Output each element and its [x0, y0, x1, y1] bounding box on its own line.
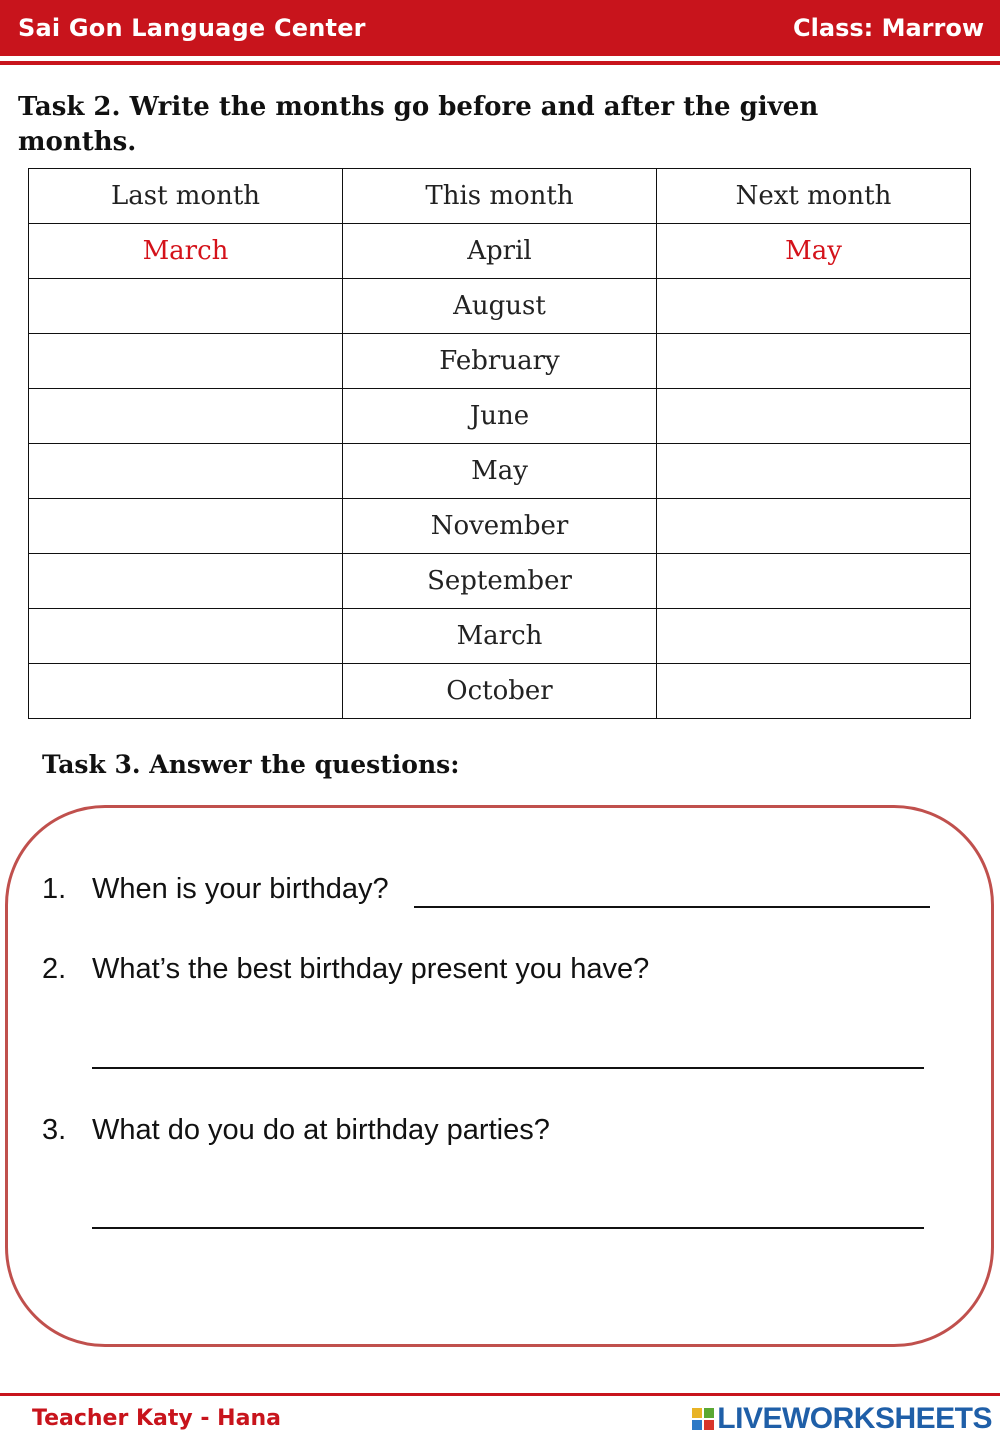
last-month-answer-cell[interactable] — [29, 664, 343, 719]
last-month-answer-cell[interactable] — [29, 334, 343, 389]
table-row — [29, 334, 971, 389]
column-header-next-month: Next month — [657, 169, 971, 224]
class-name: Class: Marrow — [793, 14, 984, 42]
question-text: What do you do at birthday parties? — [92, 1114, 550, 1146]
next-month-answer-cell[interactable] — [657, 444, 971, 499]
column-header-last-month: Last month — [29, 169, 343, 224]
table-row — [29, 554, 971, 609]
next-month-answer-cell[interactable] — [657, 279, 971, 334]
table-row — [29, 389, 971, 444]
question-number: 2. — [42, 953, 67, 985]
column-header-this-month: This month — [343, 169, 657, 224]
example-last-month: March — [29, 224, 343, 279]
logo-text: LIVEWORKSHEETS — [717, 1402, 992, 1435]
header-bar — [0, 0, 1000, 56]
last-month-answer-cell[interactable] — [29, 279, 343, 334]
liveworksheets-logo — [692, 1402, 992, 1436]
next-month-answer-cell[interactable] — [657, 499, 971, 554]
table-row — [29, 444, 971, 499]
logo-blocks-icon — [692, 1408, 714, 1430]
table-row — [29, 664, 971, 719]
given-month-cell: February — [343, 334, 657, 389]
example-this-month: April — [343, 224, 657, 279]
last-month-answer-cell[interactable] — [29, 389, 343, 444]
next-month-answer-cell[interactable] — [657, 609, 971, 664]
answer-line-1[interactable] — [414, 906, 930, 908]
question-2 — [42, 953, 942, 993]
footer-divider — [0, 1393, 1000, 1396]
table-header-row — [29, 169, 971, 224]
table-row — [29, 499, 971, 554]
task3-title: Task 3. Answer the questions: — [42, 750, 460, 779]
last-month-answer-cell[interactable] — [29, 499, 343, 554]
example-next-month: May — [657, 224, 971, 279]
table-row — [29, 609, 971, 664]
question-number: 3. — [42, 1114, 67, 1146]
given-month-cell: November — [343, 499, 657, 554]
next-month-answer-cell[interactable] — [657, 664, 971, 719]
last-month-answer-cell[interactable] — [29, 444, 343, 499]
next-month-answer-cell[interactable] — [657, 554, 971, 609]
example-row — [29, 224, 971, 279]
next-month-answer-cell[interactable] — [657, 389, 971, 444]
given-month-cell: March — [343, 609, 657, 664]
teacher-name: Teacher Katy - Hana — [32, 1406, 281, 1431]
header-divider — [0, 61, 1000, 65]
school-name: Sai Gon Language Center — [18, 14, 366, 42]
next-month-answer-cell[interactable] — [657, 334, 971, 389]
question-number: 1. — [42, 873, 67, 905]
table-row — [29, 279, 971, 334]
last-month-answer-cell[interactable] — [29, 554, 343, 609]
last-month-answer-cell[interactable] — [29, 609, 343, 664]
months-table — [28, 168, 971, 719]
task2-title: Task 2. Write the months go before and after the given months. — [18, 92, 819, 157]
answer-line-2[interactable] — [92, 1067, 924, 1069]
question-text: What’s the best birthday present you have? — [92, 953, 650, 985]
given-month-cell: September — [343, 554, 657, 609]
given-month-cell: June — [343, 389, 657, 444]
given-month-cell: October — [343, 664, 657, 719]
answer-line-3[interactable] — [92, 1227, 924, 1229]
given-month-cell: August — [343, 279, 657, 334]
question-text: When is your birthday? — [92, 873, 389, 905]
question-3 — [42, 1114, 942, 1154]
given-month-cell: May — [343, 444, 657, 499]
